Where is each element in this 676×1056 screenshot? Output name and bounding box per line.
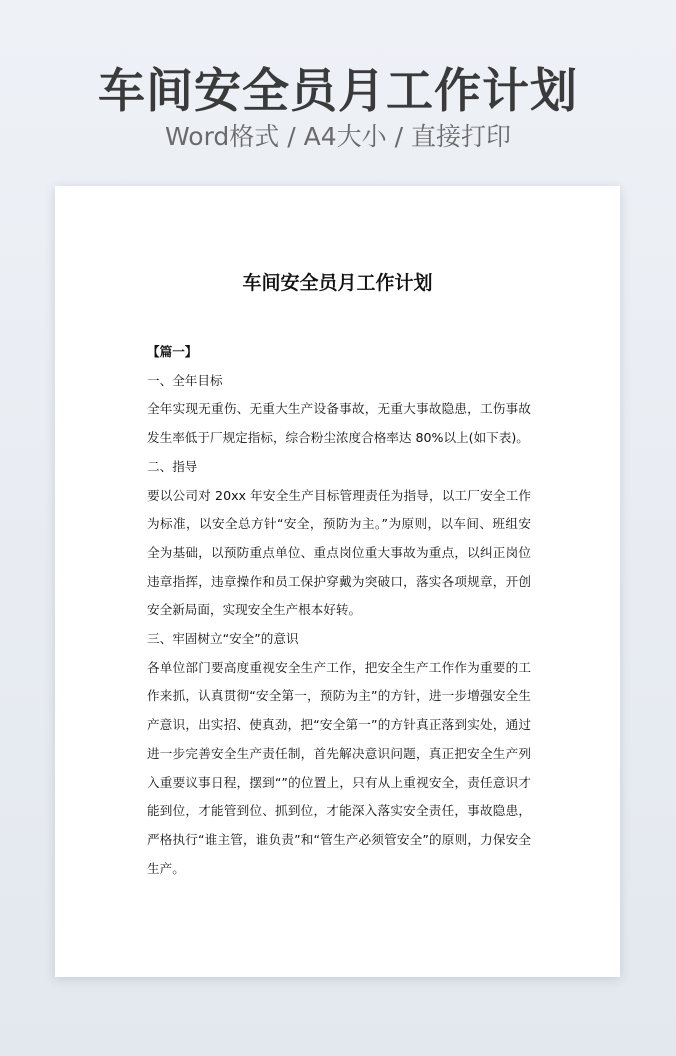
paragraph-annual-goal: 全年实现无重伤、无重大生产设备事故，无重大事故隐患，工伤事故发生率低于厂规定指标，综合粉尘浓度合格率达 80%以上(如下表)。 [147, 401, 531, 446]
banner-subtitle: Word格式 / A4大小 / 直接打印 [165, 122, 511, 151]
document-page [55, 186, 620, 977]
document-body [147, 338, 531, 883]
heading-safety-awareness: 三、牢固树立“安全”的意识 [147, 631, 299, 647]
paragraph-safety-awareness: 各单位部门要高度重视安全生产工作，把安全生产工作作为重要的工作来抓，认真贯彻“安全第一，预防为主”的方针，进一步增强安全生产意识，出实招、使真劲，把“安全第一”的方针真正落到实处，通过进一步完善安全生产责任制，首先解决意识问题，真正把安全生产列入重要议事日程，摆到“”的位置上，只有从上重视安全，责任意识才能到位，才能管到位、抓到位，才能深入落实安全责任，事故隐患，严格执行“谁主管，谁负责”和“管生产必须管安全”的原则，力保安全生产。 [147, 659, 531, 876]
document-title: 车间安全员月工作计划 [242, 272, 433, 294]
banner-title: 车间安全员月工作计划 [98, 64, 578, 119]
heading-annual-goal: 一、全年目标 [147, 372, 223, 388]
heading-guidance: 二、指导 [147, 458, 198, 474]
paragraph-guidance: 要以公司对 20xx 年安全生产目标管理责任为指导，以工厂安全工作为标准，以安全总方针“安全，预防为主。”为原则，以车间、班组安全为基础，以预防重点单位、重点岗位重大事故为重点，以纠正岗位违章指挥，违章操作和员工保护穿戴为突破口，落实各项规章，开创安全新局面，实现安全生产根本好转。 [147, 487, 531, 618]
section-marker: 【篇一】 [147, 344, 198, 359]
